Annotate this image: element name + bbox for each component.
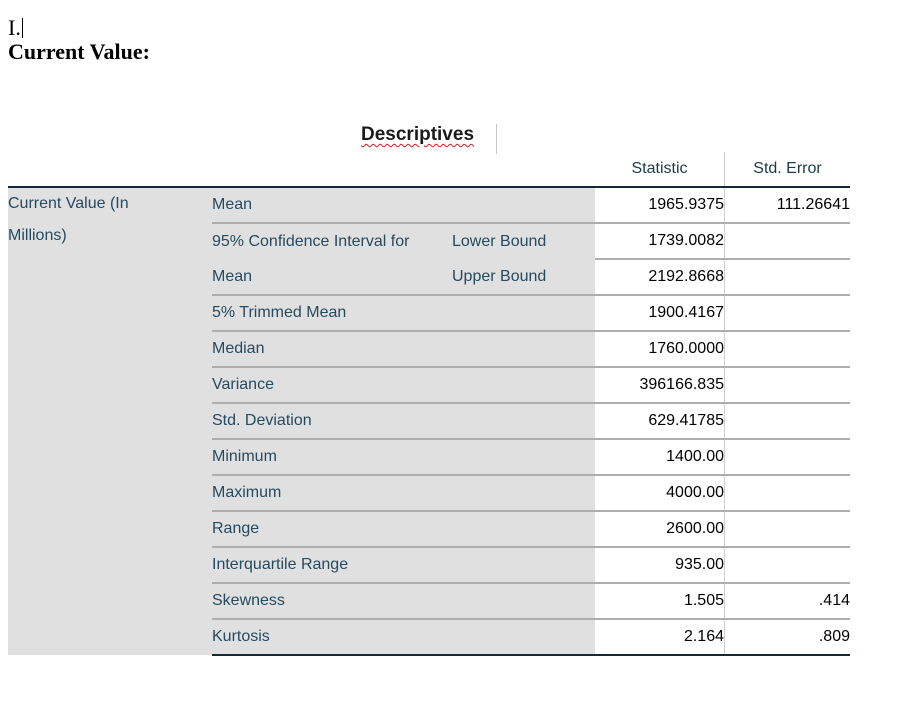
table-header-row: [8, 152, 850, 187]
variable-name-cell: [8, 187, 212, 655]
header-std-error: Std. Error: [753, 160, 822, 177]
header-empty-cell: [452, 152, 595, 187]
header-empty-cell: [212, 152, 452, 187]
row-label: Mean: [212, 187, 595, 223]
text-cursor: [22, 18, 23, 38]
row-label: 5% Trimmed Mean: [212, 295, 595, 331]
table-row: [8, 187, 850, 223]
statistic-value: 2192.8668: [595, 259, 725, 295]
std-error-value: [725, 475, 851, 511]
statistic-value: 396166.835: [595, 367, 725, 403]
descriptives-table: [8, 152, 850, 656]
std-error-value: [725, 547, 851, 583]
header-empty-cell: [8, 152, 212, 187]
header-statistic: Statistic: [595, 152, 725, 187]
row-label: Std. Deviation: [212, 403, 595, 439]
std-error-value: [725, 439, 851, 475]
ci-upper-label: Upper Bound: [452, 259, 595, 295]
std-error-value: [725, 367, 851, 403]
variable-name-line1: Current Value (In: [8, 195, 129, 212]
std-error-value: [725, 259, 851, 295]
std-error-value: .809: [725, 619, 851, 655]
table-title: Descriptives: [361, 124, 475, 145]
statistic-value: 4000.00: [595, 475, 725, 511]
row-label: Skewness: [212, 583, 595, 619]
std-error-value: [725, 223, 851, 259]
section-marker-text: I.: [8, 15, 21, 40]
ci-label-line1: 95% Confidence Interval for: [212, 223, 452, 259]
statistic-value: 1965.9375: [595, 187, 725, 223]
statistic-value: 2.164: [595, 619, 725, 655]
statistic-value: 1.505: [595, 583, 725, 619]
std-error-value: [725, 295, 851, 331]
variable-name-line2: Millions): [8, 227, 67, 244]
statistic-value: 1739.0082: [595, 223, 725, 259]
statistic-value: 935.00: [595, 547, 725, 583]
std-error-value: [725, 511, 851, 547]
row-label: Median: [212, 331, 595, 367]
ci-label-line2: Mean: [212, 259, 452, 295]
row-label: Maximum: [212, 475, 595, 511]
std-error-value: [725, 403, 851, 439]
ci-lower-label: Lower Bound: [452, 223, 595, 259]
std-error-value: 111.26641: [725, 187, 851, 223]
section-heading: Current Value:: [8, 39, 150, 64]
statistic-value: 2600.00: [595, 511, 725, 547]
statistic-value: 1400.00: [595, 439, 725, 475]
std-error-value: [725, 331, 851, 367]
row-label: Range: [212, 511, 595, 547]
std-error-value: .414: [725, 583, 851, 619]
statistic-value: 1900.4167: [595, 295, 725, 331]
row-label: Interquartile Range: [212, 547, 595, 583]
row-label: Variance: [212, 367, 595, 403]
row-label: Kurtosis: [212, 619, 595, 655]
row-label: Minimum: [212, 439, 595, 475]
document-heading: [8, 16, 150, 64]
section-marker: [8, 16, 150, 40]
title-cursor-line: [496, 124, 497, 154]
statistic-value: 629.41785: [595, 403, 725, 439]
statistic-value: 1760.0000: [595, 331, 725, 367]
